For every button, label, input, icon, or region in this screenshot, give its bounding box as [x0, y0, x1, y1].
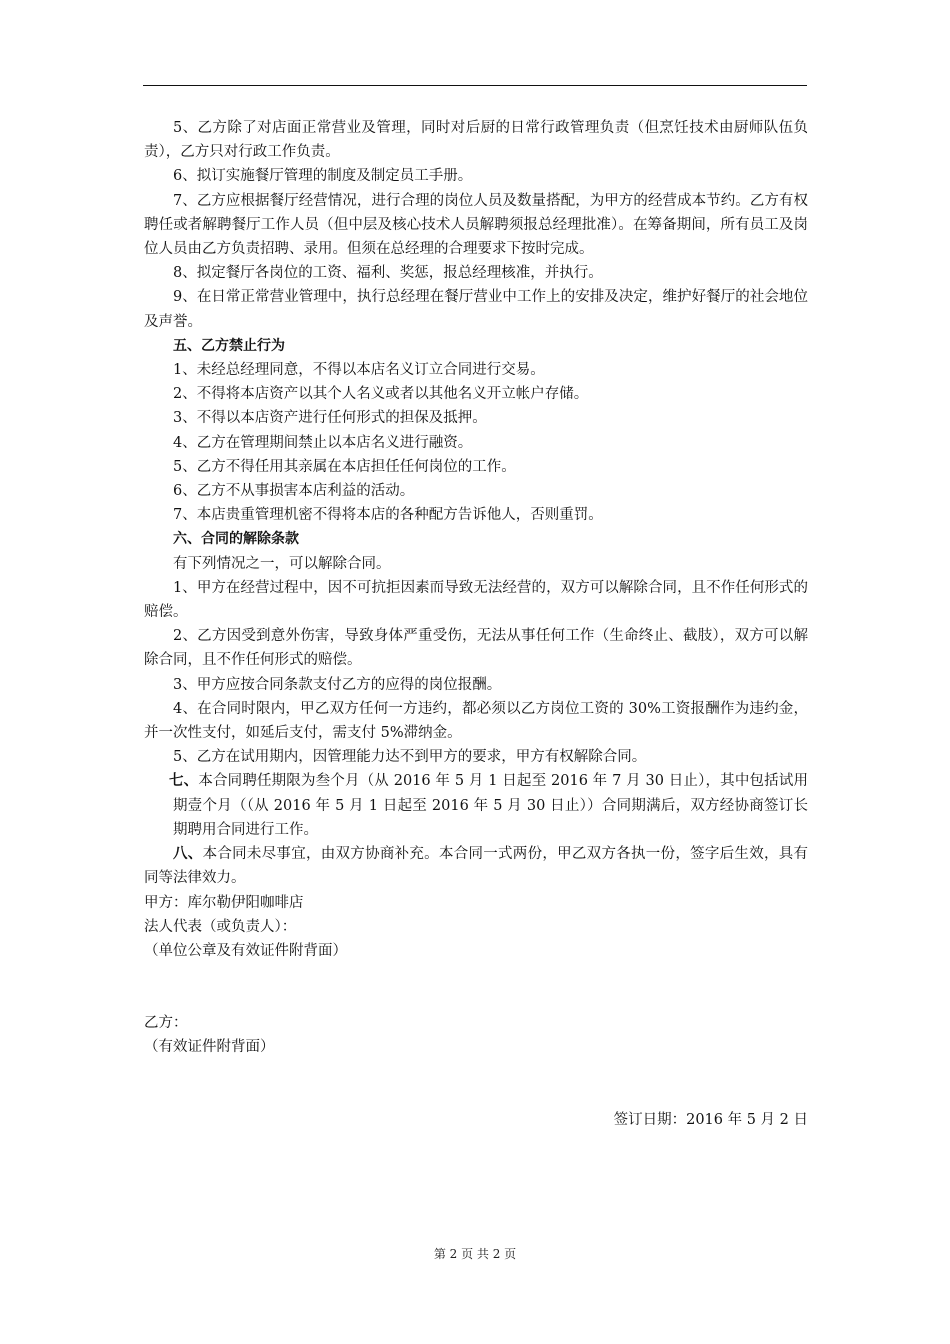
- clause-4-5: 5、乙方除了对店面正常营业及管理，同时对后厨的日常行政管理负责（但烹饪技术由厨师队伍负责），乙方只对行政工作负责。: [144, 120, 808, 161]
- clause-5-6: 6、乙方不从事损害本店利益的活动。: [173, 483, 415, 500]
- section-5-heading: 五、乙方禁止行为: [173, 337, 285, 354]
- section-8: [144, 842, 808, 890]
- page-footer: 第 2 页 共 2 页: [433, 1247, 517, 1261]
- section-7-label: 七、: [169, 772, 199, 790]
- party-b-note: （有效证件附背面）: [144, 1039, 275, 1056]
- spacer: [144, 1060, 808, 1108]
- clause-4-9: 9、在日常正常营业管理中，执行总经理在餐厅营业中工作上的安排及决定，维护好餐厅的社会地位及声誉。: [144, 289, 808, 330]
- clause-4-8: 8、拟定餐厅各岗位的工资、福利、奖惩，报总经理核准，并执行。: [173, 265, 603, 282]
- clause-5-1: 1、未经总经理同意，不得以本店名义订立合同进行交易。: [173, 362, 545, 379]
- header-rule: [143, 85, 807, 86]
- section-6-intro: 有下列情况之一，可以解除合同。: [173, 555, 391, 572]
- clause-5-4: 4、乙方在管理期间禁止以本店名义进行融资。: [173, 434, 473, 451]
- spacer: [144, 963, 808, 1011]
- section-8-label: 八、: [173, 845, 203, 863]
- section-7-text: 本合同聘任期限为叁个月（从 2016 年 5 月 1 日起至 2016 年 7 月 30 日止），其中包括试用期壹个月（（从 2016 年 5 月 1 日起至 2016 年 5 月 30 日止））合同期满后，双方经协商签订长期聘用合同进行工作。: [173, 773, 808, 838]
- sign-date: 签订日期：2016 年 5 月 2 日: [613, 1111, 808, 1128]
- clause-4-6: 6、拟订实施餐厅管理的制度及制定员工手册。: [173, 168, 473, 185]
- section-6-heading: 六、合同的解除条款: [173, 531, 299, 548]
- clause-5-7: 7、本店贵重管理机密不得将本店的各种配方告诉他人，否则重罚。: [173, 507, 603, 524]
- party-a-line: 甲方：库尔勒伊阳咖啡店: [144, 894, 304, 911]
- section-8-text: 本合同未尽事宜，由双方协商补充。本合同一式两份，甲乙双方各执一份，签字后生效，具有同等法律效力。: [144, 846, 809, 887]
- section-7: [144, 769, 808, 842]
- clause-6-5: 5、乙方在试用期内，因管理能力达不到甲方的要求，甲方有权解除合同。: [173, 749, 647, 766]
- clause-6-2: 2、乙方因受到意外伤害，导致身体严重受伤，无法从事任何工作（生命终止、截肢），双方可以解除合同，且不作任何形式的赔偿。: [144, 628, 808, 669]
- clause-6-3: 3、甲方应按合同条款支付乙方的应得的岗位报酬。: [173, 676, 502, 693]
- party-b-line: 乙方：: [144, 1015, 188, 1032]
- legal-representative-line: 法人代表（或负责人）：: [144, 918, 297, 935]
- clause-6-4: 4、在合同时限内，甲乙双方任何一方违约，都必须以乙方岗位工资的 30%工资报酬作为违约金，并一次性支付，如延后支付，需支付 5%滞纳金。: [144, 700, 808, 742]
- party-a-note: （单位公章及有效证件附背面）: [144, 942, 347, 959]
- clause-5-5: 5、乙方不得任用其亲属在本店担任任何岗位的工作。: [173, 458, 516, 475]
- clause-5-3: 3、不得以本店资产进行任何形式的担保及抵押。: [173, 410, 487, 427]
- clause-6-1: 1、甲方在经营过程中，因不可抗拒因素而导致无法经营的，双方可以解除合同，且不作任何形式的赔偿。: [144, 579, 808, 621]
- clause-4-7: 7、乙方应根据餐厅经营情况，进行合理的岗位人员及数量搭配，为甲方的经营成本节约。乙方有权聘任或者解聘餐厅工作人员（但中层及核心技术人员解聘须报总经理批准）。在筹备期间，所有员工及岗位人员由乙方负责招聘、录用。但须在总经理的合理要求下按时完成。: [144, 192, 808, 258]
- document-body: [144, 116, 808, 1132]
- clause-5-2: 2、不得将本店资产以其个人名义或者以其他名义开立帐户存储。: [173, 386, 589, 403]
